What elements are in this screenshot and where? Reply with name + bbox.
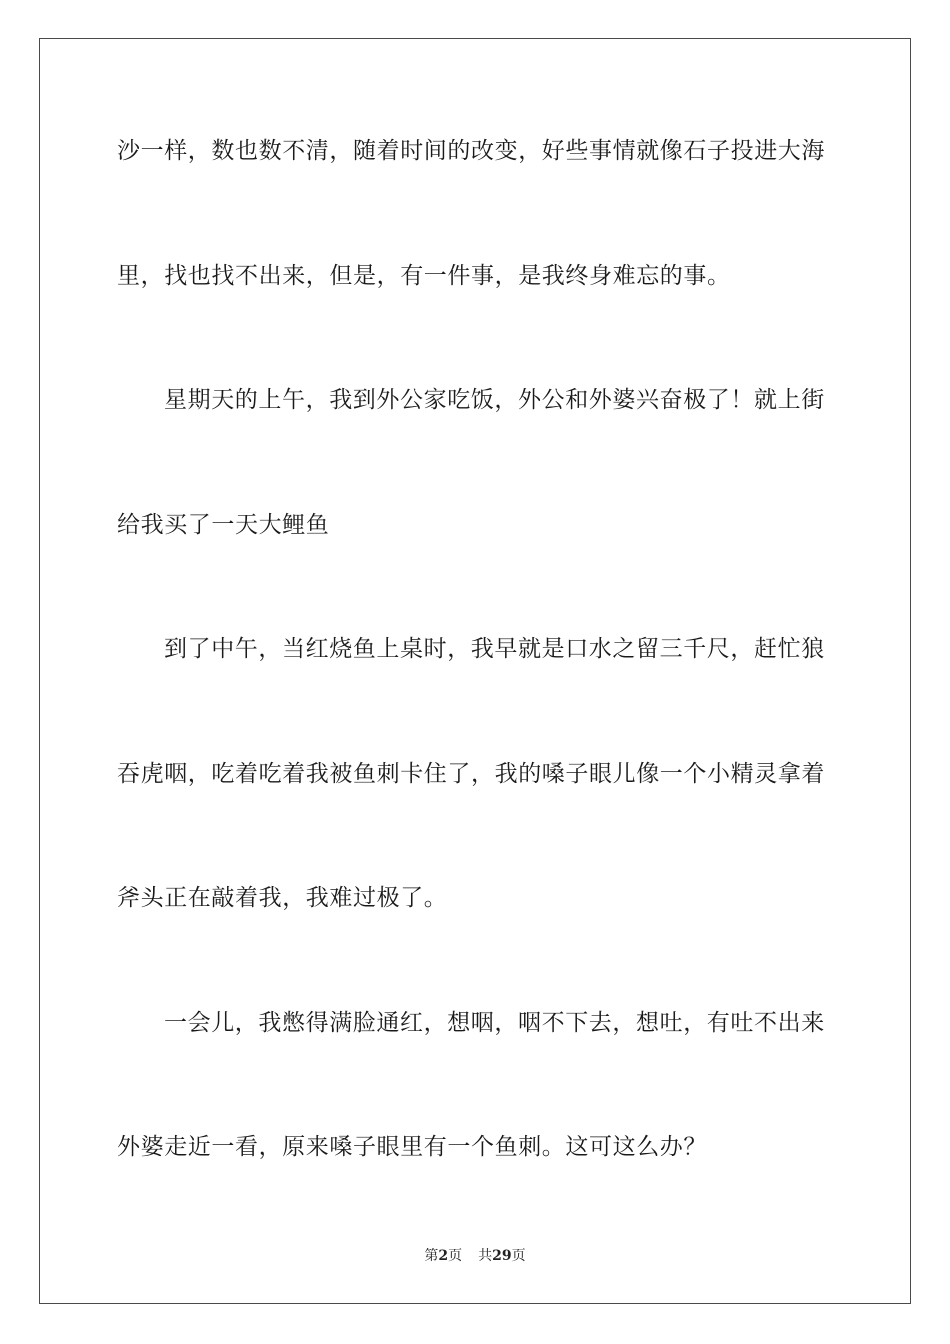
- footer-total-prefix: 共: [478, 1248, 493, 1264]
- footer-total-pages: 29: [492, 1248, 512, 1264]
- footer-page-prefix: 第: [424, 1248, 439, 1264]
- footer-page-number: 2: [438, 1248, 449, 1264]
- page-footer: [0, 1247, 950, 1265]
- page-border: [39, 38, 911, 1304]
- text-line-5: 到了中午，当红烧鱼上桌时，我早就是口水之留三千尺，赶忙狼: [164, 636, 825, 662]
- text-line-1: 沙一样，数也数不清，随着时间的改变，好些事情就像石子投进大海: [117, 138, 825, 164]
- text-line-2: 里，找也找不出来，但是，有一件事，是我终身难忘的事。: [117, 263, 731, 289]
- text-line-8: 一会儿，我憋得满脸通红，想咽，咽不下去，想吐，有吐不出来: [164, 1010, 825, 1036]
- footer-page-suffix: 页: [448, 1248, 463, 1264]
- text-line-9: 外婆走近一看，原来嗓子眼里有一个鱼刺。这可这么办？: [117, 1134, 707, 1160]
- text-line-6: 吞虎咽，吃着吃着我被鱼刺卡住了，我的嗓子眼儿像一个小精灵拿着: [117, 761, 825, 787]
- text-line-7: 斧头正在敲着我，我难过极了。: [117, 885, 448, 911]
- footer-total-suffix: 页: [511, 1248, 526, 1264]
- text-line-4: 给我买了一天大鲤鱼: [117, 512, 330, 538]
- text-line-3: 星期天的上午，我到外公家吃饭，外公和外婆兴奋极了！就上街: [164, 387, 825, 413]
